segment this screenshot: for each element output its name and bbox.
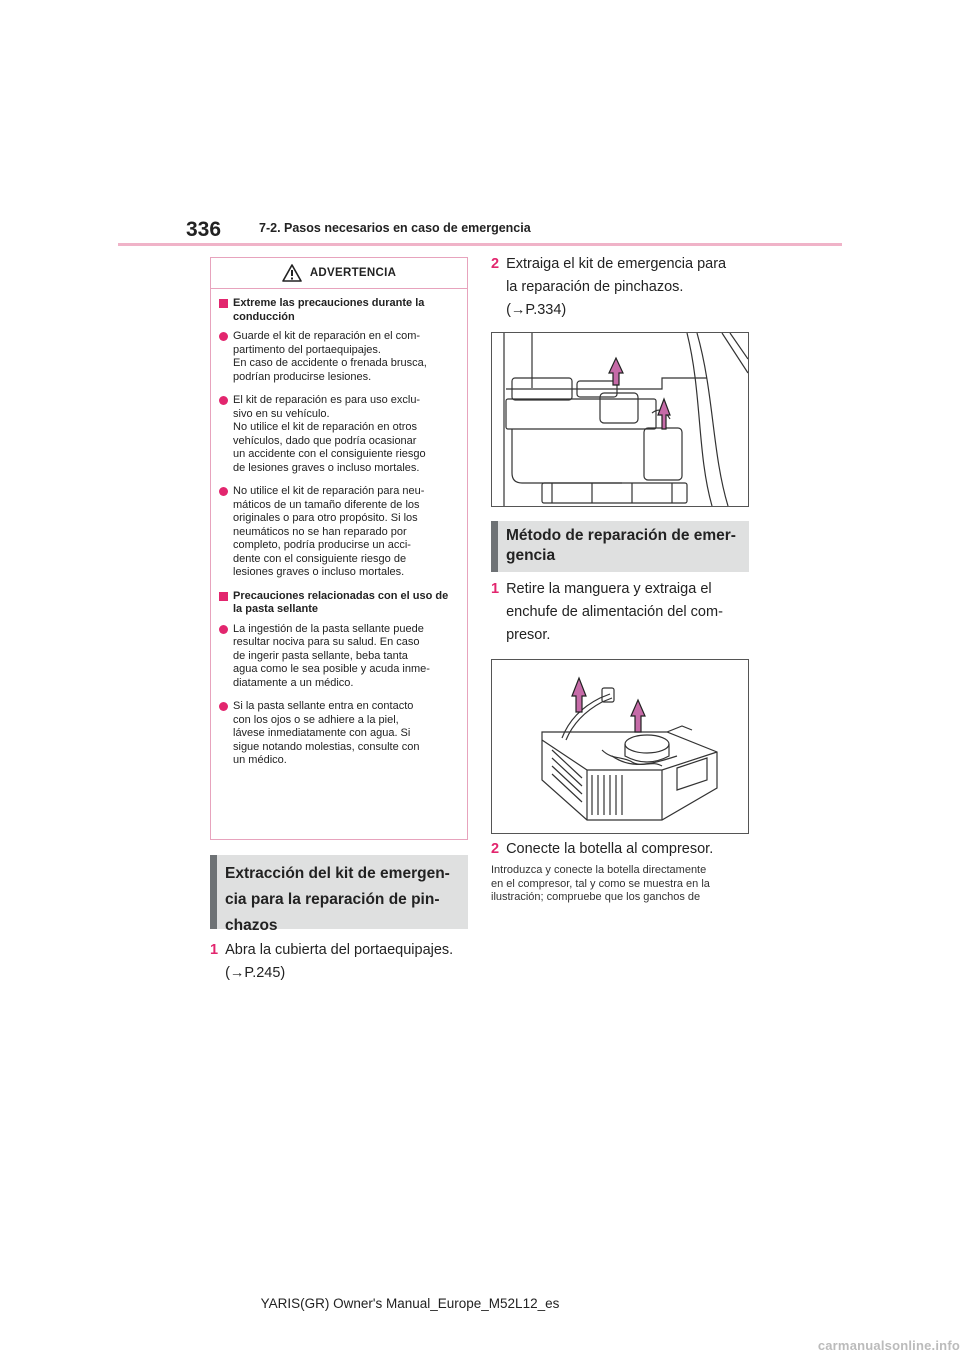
warning-group-heading: Precauciones relacionadas con el uso de la pasta sellante (219, 590, 457, 617)
compressor-drawing (492, 660, 748, 833)
page-number: 336 (186, 218, 222, 241)
method-note: Introduzca y conecte la botella directamente en el compresor, tal y como se muestra en la ilustración; compruebe que los ganchos de (491, 864, 710, 903)
warning-group-heading: Extreme las precauciones durante la conducción (219, 297, 457, 324)
round-bullet-icon (219, 487, 228, 496)
round-bullet-icon (219, 332, 228, 341)
trunk-drawing (492, 333, 748, 506)
step-1-method: 1 Retire la manguera y extraiga el enchufe de alimentación del com- presor. (491, 581, 723, 643)
trunk-illustration (491, 332, 749, 507)
step-2-method: 2 Conecte la botella al compresor. (491, 841, 714, 857)
footer-text: YARIS(GR) Owner's Manual_Europe_M52L12_es (260, 1296, 560, 1311)
section-heading-method: Método de reparación de emer- gencia (491, 521, 749, 572)
section-title: 7-2. Pasos necesarios en caso de emergencia (259, 221, 531, 235)
warning-header (211, 258, 467, 289)
warning-body (211, 289, 467, 768)
page-reference: (→P.245) (225, 965, 286, 981)
page-reference: (→P.334) (506, 302, 567, 318)
step-2-extraction: 2 Extraiga el kit de emergencia para la reparación de pinchazos. (→P.334) (491, 253, 753, 322)
warning-triangle-icon (282, 264, 302, 282)
warning-label: ADVERTENCIA (309, 267, 397, 279)
warning-box (210, 257, 468, 840)
square-bullet-icon (219, 592, 228, 601)
footer (0, 1296, 960, 1311)
round-bullet-icon (219, 625, 228, 634)
round-bullet-icon (219, 396, 228, 405)
warning-item: No utilice el kit de reparación para neu- máticos de un tamaño diferente de los originales o para otro propósito. Si los neumáticos no se han reparado por completo, podría producirse un acci- dente con el consiguiente riesgo de lesiones graves o incluso mortales. (219, 485, 457, 580)
warning-item: La ingestión de la pasta sellante puede resultar nociva para su salud. En caso de ingerir pasta sellante, beba tanta agua como le sea posible y acuda inme- diatamente a un médico. (219, 623, 457, 691)
header-rule (118, 243, 842, 246)
watermark: carmanualsonline.info (817, 1338, 960, 1353)
warning-item: Guarde el kit de reparación en el com- partimento del portaequipajes. En caso de accidente o frenada brusca, podrían producirse lesiones. (219, 330, 457, 384)
warning-item: El kit de reparación es para uso exclu- sivo en su vehículo. No utilice el kit de reparación en otros vehículos, dado que podría ocasionar un accidente con el consiguiente riesgo de lesiones graves o incluso mortales. (219, 394, 457, 475)
compressor-illustration (491, 659, 749, 834)
square-bullet-icon (219, 299, 228, 308)
warning-item: Si la pasta sellante entra en contacto con los ojos o se adhiere a la piel, lávese inmediatamente con agua. Si sigue notando molestias, consulte con un médico. (219, 700, 457, 768)
step-1-extraction: 1 Abra la cubierta del portaequipajes. (→P.245) (210, 939, 468, 985)
round-bullet-icon (219, 702, 228, 711)
section-heading-extraction: Extracción del kit de emergen- cia para la reparación de pin- chazos (210, 855, 468, 929)
